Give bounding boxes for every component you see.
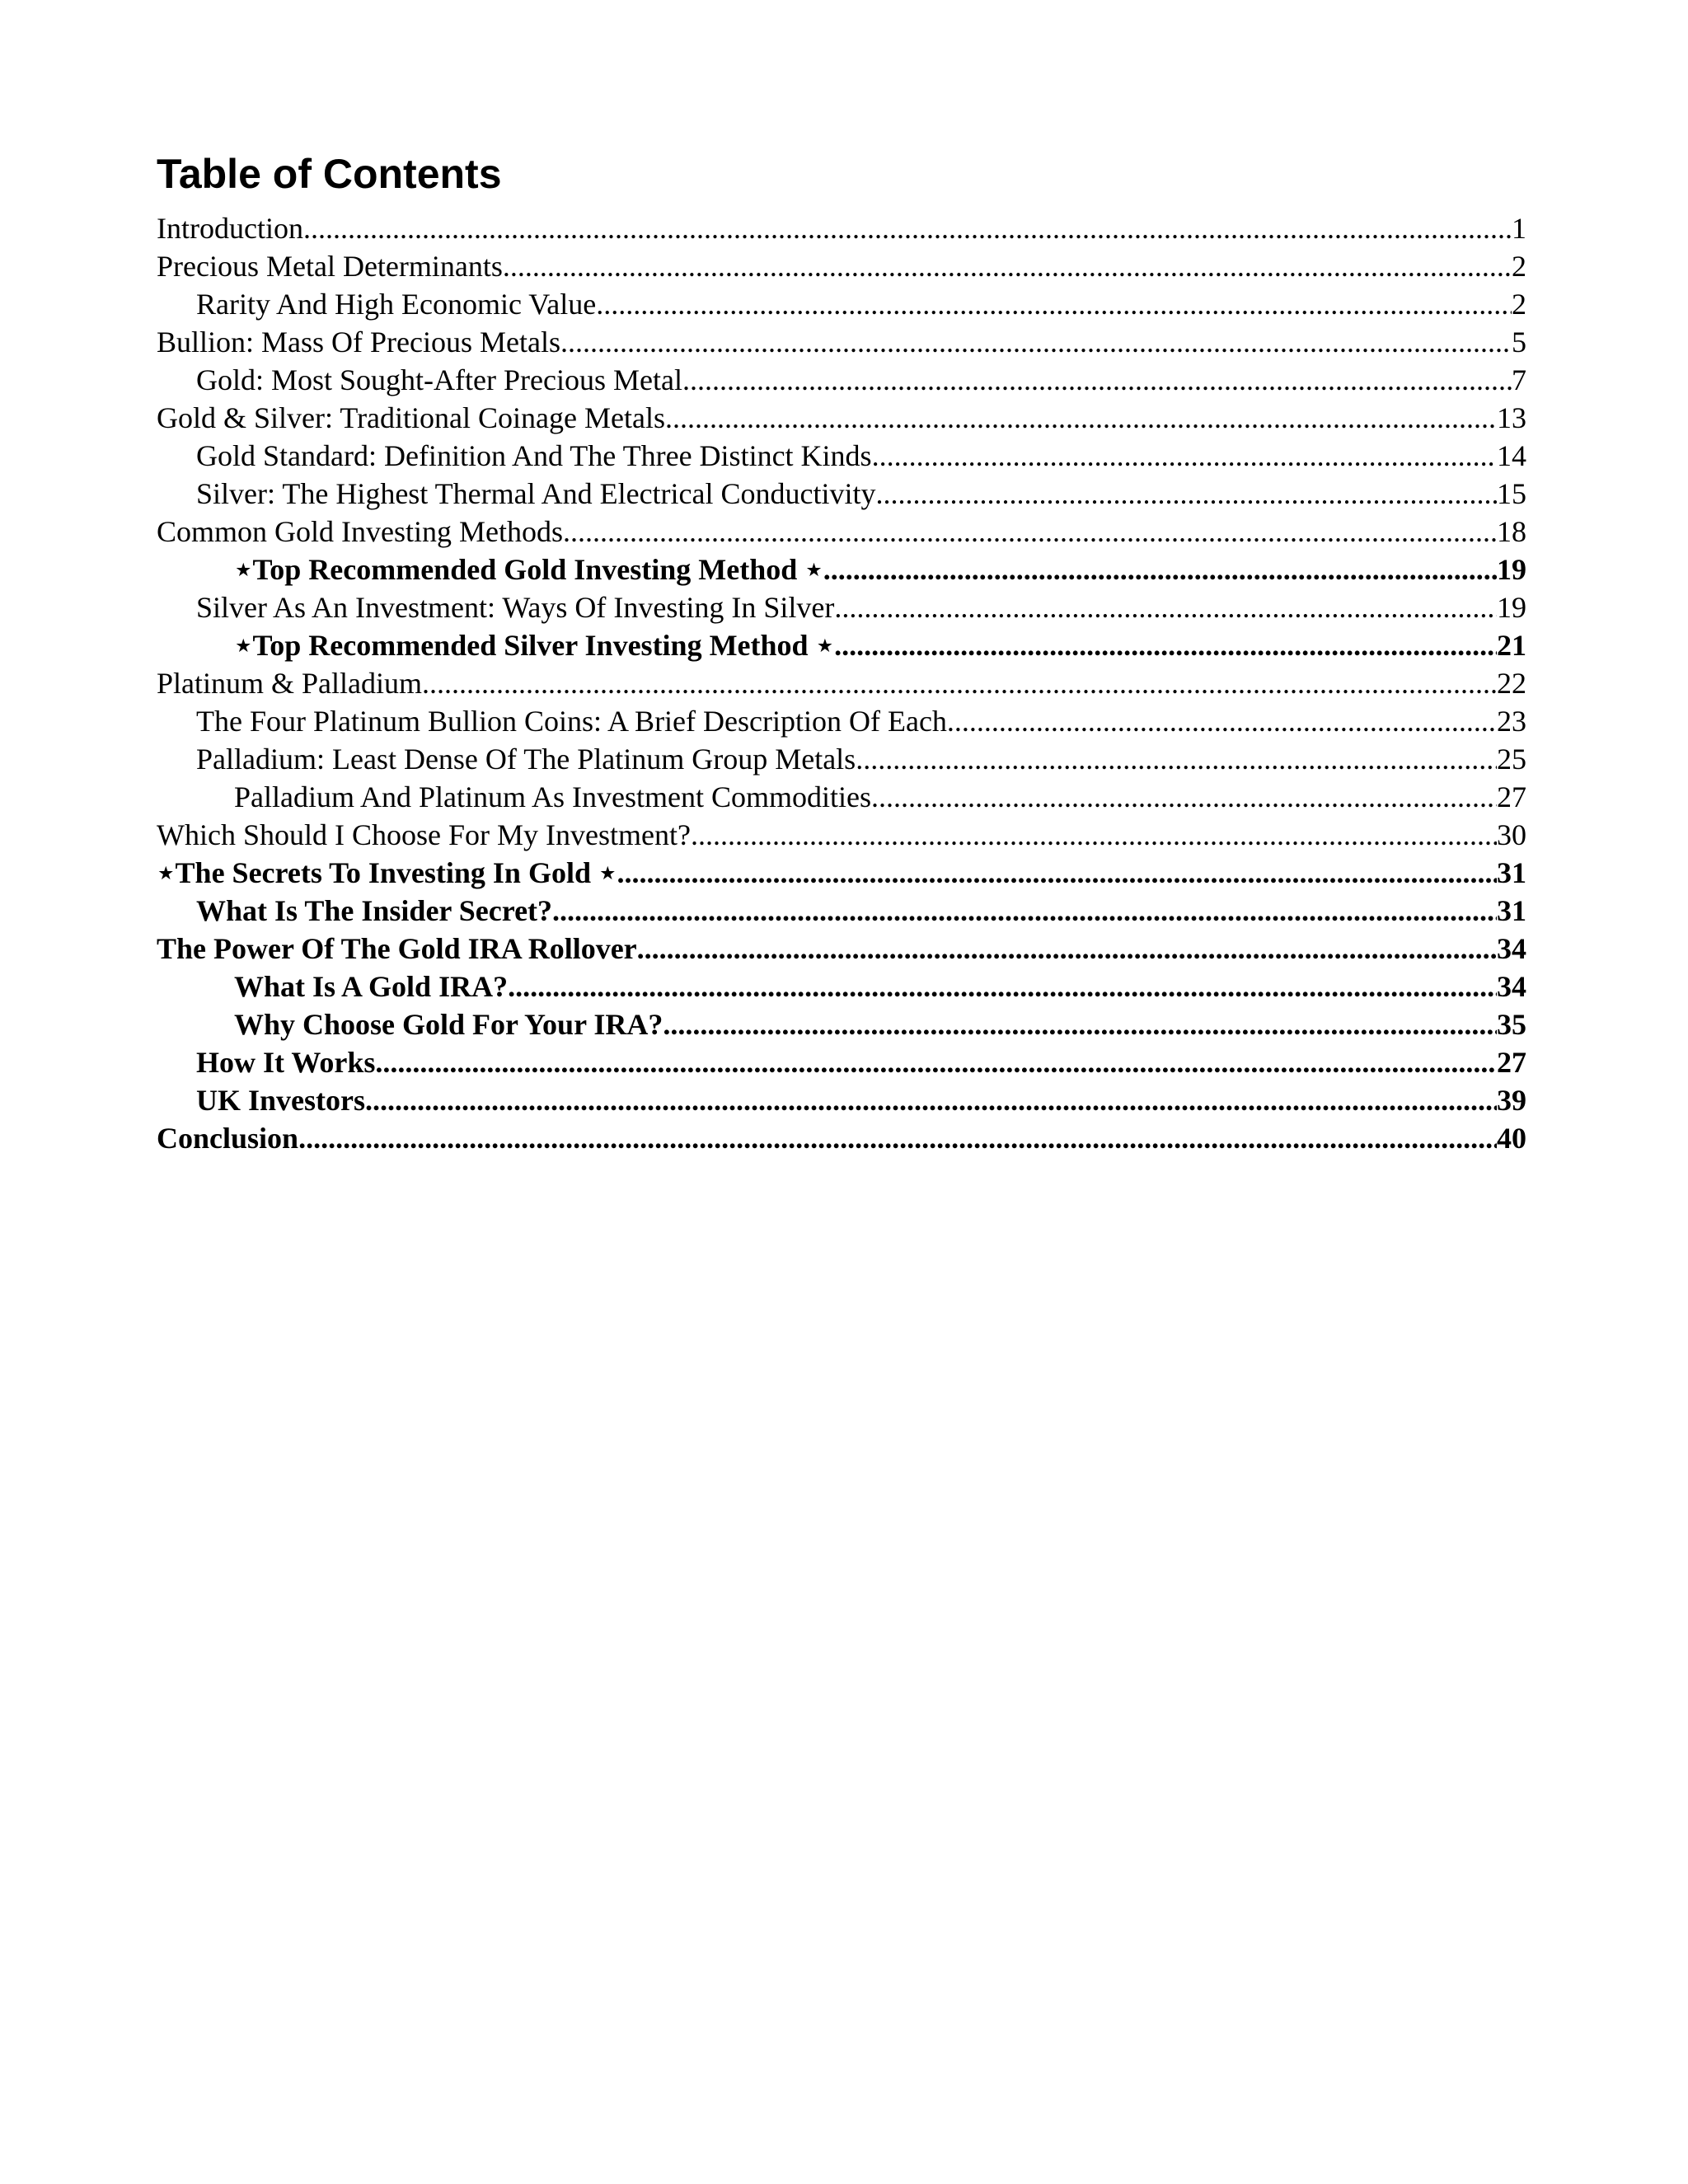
dot-leader: [663, 1005, 1497, 1043]
dot-leader: [375, 1043, 1497, 1081]
toc-entry[interactable]: [157, 892, 1526, 930]
toc-entry[interactable]: [157, 361, 1526, 399]
toc-entry-page-number: 2: [1512, 288, 1526, 321]
dot-leader: [596, 285, 1512, 323]
toc-entry[interactable]: [157, 513, 1526, 551]
toc-entry-page-number: 7: [1512, 363, 1526, 396]
dot-leader: [637, 930, 1497, 968]
toc-entry-title: Rarity And High Economic Value: [196, 288, 597, 321]
toc-entry[interactable]: [157, 740, 1526, 778]
toc-entry[interactable]: [157, 588, 1526, 626]
toc-entry-title: The Power Of The Gold IRA Rollover: [157, 932, 637, 965]
toc-entry[interactable]: [157, 323, 1526, 361]
dot-leader: [503, 247, 1512, 285]
dot-leader: [298, 1119, 1497, 1157]
toc-entry-page-number: 30: [1497, 818, 1526, 851]
toc-entry[interactable]: [157, 1043, 1526, 1081]
toc-entry[interactable]: [157, 816, 1526, 854]
toc-entry-title: What Is A Gold IRA?: [234, 970, 509, 1003]
document-page: [157, 153, 1526, 1157]
dot-leader: [303, 209, 1512, 247]
toc-entry-title: Silver: The Highest Thermal And Electrical Conductivity: [196, 477, 876, 510]
toc-entry[interactable]: [157, 702, 1526, 740]
toc-entry-title: Palladium: Least Dense Of The Platinum Group Metals: [196, 743, 856, 776]
dot-leader: [617, 854, 1497, 892]
toc-entry-title: What Is The Insider Secret?: [196, 894, 553, 927]
toc-entry[interactable]: [157, 968, 1526, 1005]
dot-leader: [823, 551, 1497, 588]
toc-entry-title: ⋆The Secrets To Investing In Gold ⋆: [157, 856, 617, 889]
toc-entry-title: ⋆Top Recommended Silver Investing Method ⋆: [234, 629, 835, 662]
toc-entry[interactable]: [157, 1081, 1526, 1119]
toc-entry-title: Platinum & Palladium: [157, 667, 422, 700]
toc-list: [157, 209, 1526, 1157]
toc-entry[interactable]: [157, 1119, 1526, 1157]
dot-leader: [682, 361, 1512, 399]
dot-leader: [871, 778, 1497, 816]
toc-entry[interactable]: [157, 778, 1526, 816]
dot-leader: [422, 664, 1497, 702]
toc-entry-title: Conclusion: [157, 1122, 299, 1155]
toc-entry-page-number: 2: [1512, 250, 1526, 283]
dot-leader: [834, 588, 1497, 626]
dot-leader: [563, 513, 1497, 551]
toc-entry-page-number: 5: [1512, 326, 1526, 359]
toc-entry-page-number: 25: [1497, 743, 1526, 776]
toc-entry[interactable]: [157, 285, 1526, 323]
toc-entry-title: Bullion: Mass Of Precious Metals: [157, 326, 560, 359]
toc-entry-title: Why Choose Gold For Your IRA?: [234, 1008, 663, 1041]
toc-entry[interactable]: [157, 930, 1526, 968]
toc-entry-page-number: 23: [1497, 705, 1526, 738]
toc-entry-title: Gold & Silver: Traditional Coinage Metals: [157, 401, 665, 434]
toc-entry-page-number: 27: [1497, 780, 1526, 813]
toc-entry-title: Gold Standard: Definition And The Three Distinct Kinds: [196, 439, 872, 472]
dot-leader: [876, 475, 1497, 513]
toc-entry[interactable]: [157, 664, 1526, 702]
toc-entry-page-number: 35: [1497, 1008, 1526, 1041]
dot-leader: [834, 626, 1497, 664]
toc-entry-title: Precious Metal Determinants: [157, 250, 503, 283]
toc-title: Table of Contents: [157, 151, 502, 197]
toc-entry[interactable]: [157, 551, 1526, 588]
dot-leader: [560, 323, 1512, 361]
toc-entry-page-number: 27: [1497, 1046, 1526, 1079]
toc-entry-page-number: 19: [1497, 553, 1526, 586]
toc-entry-page-number: 40: [1497, 1122, 1526, 1155]
dot-leader: [508, 968, 1497, 1005]
toc-entry-page-number: 31: [1497, 894, 1526, 927]
toc-entry-page-number: 39: [1497, 1084, 1526, 1117]
dot-leader: [665, 399, 1497, 437]
toc-entry-page-number: 22: [1497, 667, 1526, 700]
toc-entry-page-number: 13: [1497, 401, 1526, 434]
toc-entry-title: UK Investors: [196, 1084, 365, 1117]
toc-entry-page-number: 34: [1497, 932, 1526, 965]
toc-entry-page-number: 19: [1497, 591, 1526, 624]
toc-entry-title: ⋆Top Recommended Gold Investing Method ⋆: [234, 553, 823, 586]
toc-entry-title: Palladium And Platinum As Investment Commodities: [234, 780, 871, 813]
toc-entry-page-number: 18: [1497, 515, 1526, 548]
toc-entry-title: The Four Platinum Bullion Coins: A Brief Description Of Each: [196, 705, 947, 738]
toc-entry-page-number: 1: [1512, 212, 1526, 245]
dot-leader: [691, 816, 1497, 854]
dot-leader: [872, 437, 1497, 475]
toc-entry-page-number: 21: [1497, 629, 1526, 662]
toc-entry-title: Silver As An Investment: Ways Of Investing In Silver: [196, 591, 835, 624]
toc-entry-title: Common Gold Investing Methods: [157, 515, 563, 548]
toc-entry-title: Gold: Most Sought-After Precious Metal: [196, 363, 682, 396]
toc-entry-title: Which Should I Choose For My Investment?: [157, 818, 691, 851]
dot-leader: [856, 740, 1497, 778]
toc-entry[interactable]: [157, 437, 1526, 475]
toc-entry[interactable]: [157, 854, 1526, 892]
toc-entry-title: Introduction: [157, 212, 303, 245]
dot-leader: [552, 892, 1497, 930]
toc-entry-title: How It Works: [196, 1046, 376, 1079]
toc-entry[interactable]: [157, 626, 1526, 664]
dot-leader: [947, 702, 1497, 740]
toc-entry[interactable]: [157, 475, 1526, 513]
toc-entry-page-number: 15: [1497, 477, 1526, 510]
dot-leader: [365, 1081, 1497, 1119]
toc-entry[interactable]: [157, 399, 1526, 437]
toc-entry-page-number: 14: [1497, 439, 1526, 472]
toc-entry[interactable]: [157, 209, 1526, 247]
toc-entry[interactable]: [157, 1005, 1526, 1043]
toc-entry[interactable]: [157, 247, 1526, 285]
toc-entry-page-number: 34: [1497, 970, 1526, 1003]
toc-entry-page-number: 31: [1497, 856, 1526, 889]
